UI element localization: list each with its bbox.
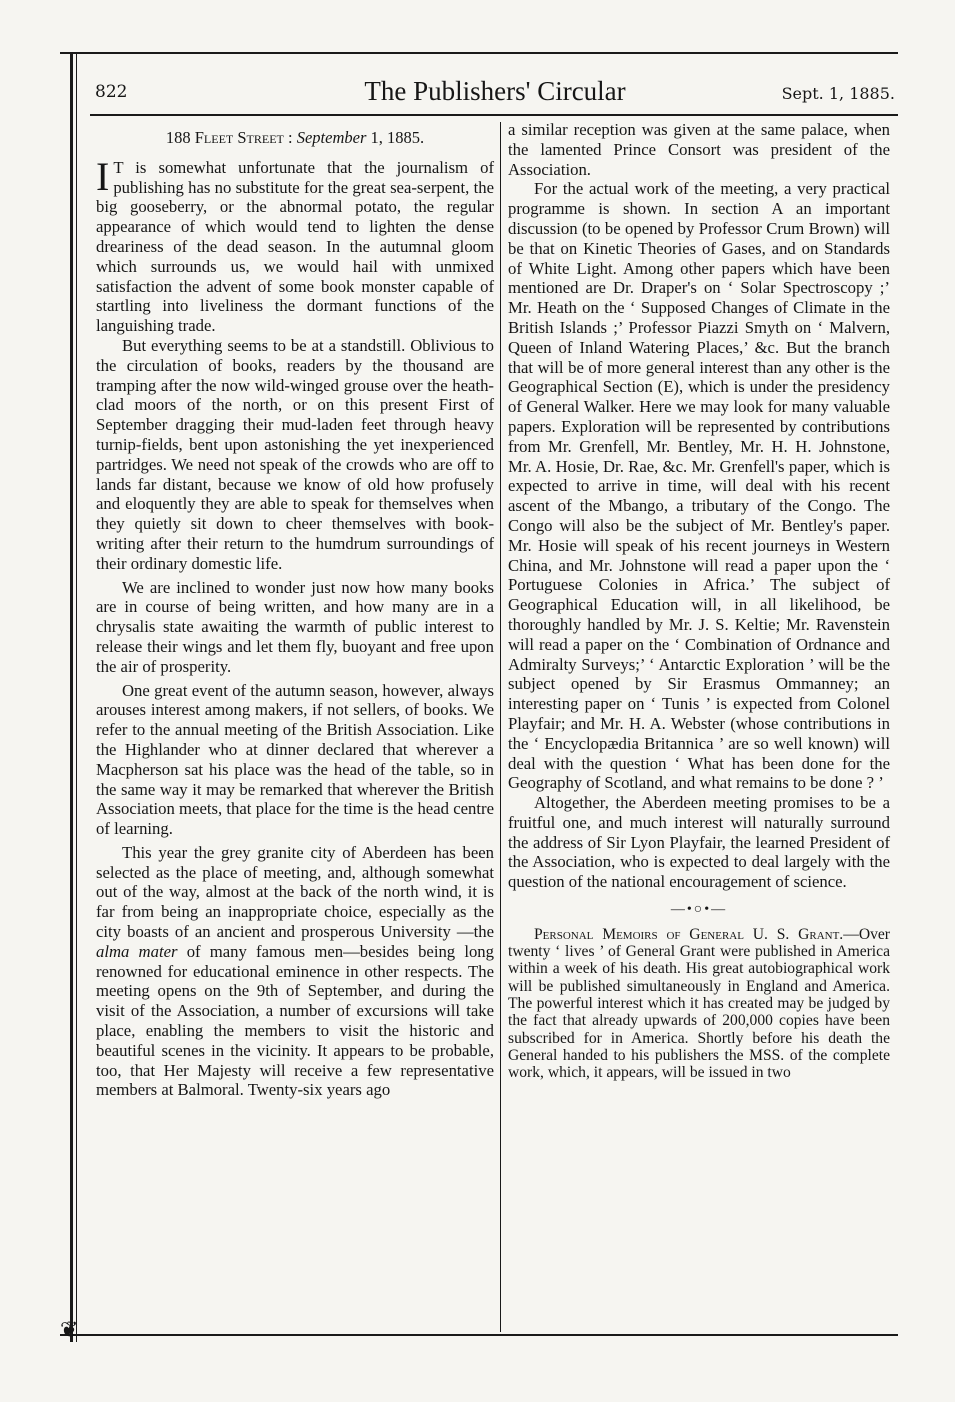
dateline-month: September bbox=[296, 128, 367, 147]
corner-ornament-icon: ❦ bbox=[60, 1318, 79, 1343]
left-border-rule bbox=[70, 52, 73, 1342]
article-paragraph bbox=[96, 843, 494, 1100]
column-divider bbox=[500, 122, 501, 1332]
article-paragraph: a similar reception was given at the same palace, when the lamented Prince Consort was president of the Association. bbox=[508, 120, 890, 179]
article-paragraph bbox=[96, 153, 494, 336]
dateline bbox=[96, 128, 494, 148]
italic-phrase: alma mater bbox=[96, 941, 178, 961]
dateline-day: 1, 1885. bbox=[370, 128, 425, 147]
page-number: 822 bbox=[95, 82, 128, 102]
left-column bbox=[96, 120, 494, 1100]
paragraph-text: of many famous men—besides being long renowned for educational eminence in other respects. The meeting opens on the 9th of September, and during the visit of the Association, a number of excursions will take place, enabling the members to visit the historic and beautiful scenes in the vicinity. It appears to be probable, too, that Her Majesty will receive a few representative members at Balmoral. Twenty-six years ago bbox=[96, 941, 494, 1100]
item-heading: Personal Memoirs of General U. S. Grant. bbox=[534, 925, 844, 943]
page-header bbox=[95, 72, 895, 112]
section-divider: —•○•— bbox=[670, 902, 728, 918]
paragraph-text: —Over twenty ‘ lives ’ of General Grant were published in America within a week of his death. His great autobiographical work will be published simultaneously in England and America. The powerful interest which it has created may be judged by the fact that already upwards of 200,000 copies have been subscribed for in America. Shortly before his death the General handed to his publishers the MSS. of the complete work, which, it appears, will be issued in two bbox=[508, 925, 890, 1082]
publication-title: The Publishers' Circular bbox=[364, 76, 626, 106]
header-underline bbox=[90, 114, 898, 116]
paragraph-text: This year the grey granite city of Aberdeen has been selected as the place of meeting, and, although somewhat out of the way, almost at the back of the north wind, it is far from being an inappropriate choice, especially as the city boasts of an ancient and prosperous University —the bbox=[96, 842, 494, 942]
news-item bbox=[508, 926, 890, 1082]
article-paragraph: We are inclined to wonder just now how many books are in course of being written, and how many are in a chrysalis state awaiting the warmth of public interest to release their wings and let them fly, buoyant and free upon the air of prosperity. bbox=[96, 577, 494, 676]
article-paragraph bbox=[508, 926, 890, 1082]
top-border-rule bbox=[60, 52, 898, 54]
paragraph-text: T is somewhat unfortunate that the journalism of publishing has no substitute for the great sea-serpent, the big gooseberry, or the abnormal potato, the regular appearance of which would tend to lighten the dense dreariness of the dead season. In the autumnal gloom which surrounds us, we would hail with unmixed satisfaction the advent of some book monster capable of startling into liveliness the dormant functions of the languishing trade. bbox=[96, 157, 494, 336]
left-border-rule-inner bbox=[76, 52, 77, 1342]
bottom-border-rule bbox=[60, 1334, 898, 1336]
article-paragraph: But everything seems to be at a standstill. Oblivious to the circulation of books, readers by the thousand are tramping after the now wild-winged grouse over the heath-clad moors of the north, or on this present First of September dragging their mud-laden feet through heavy turnip-fields, bent upon astonishing the yet inexperienced partridges. We need not speak of the crowds who are off to lands far distant, because we know of old how profusely and eloquently they are able to speak for themselves when they quietly sit down to cheer themselves with book-writing after their return to the humdrum surroundings of their ordinary domestic life. bbox=[96, 335, 494, 573]
right-column bbox=[508, 120, 890, 1082]
dateline-place: 188 Fleet Street : bbox=[165, 128, 293, 147]
issue-date: Sept. 1, 1885. bbox=[781, 84, 895, 103]
drop-cap: I bbox=[96, 153, 110, 199]
article-paragraph: One great event of the autumn season, however, always arouses interest among makers, if not sellers, of books. We refer to the annual meeting of the British Association. Like the Highlander who at dinner declared that wherever a Macpherson sat his place was the head of the table, so in the same way it may be remarked that wherever the British Association meets, that place for the time is the head centre of learning. bbox=[96, 680, 494, 839]
article-paragraph: For the actual work of the meeting, a very practical programme is shown. In section A an important discussion (to be opened by Professor Crum Brown) will be that on Kinetic Theories of Gases, and on Standards of White Light. Among other papers which have been mentioned are Dr. Draper's on ‘ Solar Spectroscopy ;’ Mr. Heath on the ‘ Supposed Changes of Climate in the British Islands ;’ Professor Piazzi Smyth on ‘ Malvern, Queen of Inland Watering Places,’ &c. But the branch that will be of more general interest than any other is the Geographical Section (E), which is under the presidency of General Walker. Here we may look for many valuable papers. Exploration will be represented by contributions from Mr. Grenfell, Mr. Bentley, Mr. H. H. Johnstone, Mr. A. Hosie, Dr. Rae, &c. Mr. Grenfell's paper, which is expected to arrive in time, will deal with his recent ascent of the Mbango, a tributary of the Congo. The Congo will also be the subject of Mr. Bentley's paper. Mr. Hosie will speak of his recent journeys in Western China, and Mr. Johnstone will read a paper upon the ‘ Portuguese Colonies in Africa.’ The subject of Geographical Education will, in all likelihood, be thoroughly handled by Mr. J. S. Keltie; Mr. Ravenstein will read a paper on the ‘ Combination of Ordnance and Admiralty Surveys;’ ‘ Antarctic Exploration ’ will be the subject opened by Sir Erasmus Ommanney; an interesting paper on ‘ Tunis ’ is expected from Colonel Playfair; and Mr. H. A. Webster (whose contributions in the ‘ Encyclopædia Britannica ’ are so well known) will deal with the question ‘ What has been done for the Geography of Scotland, and what remains to be done ? ’ bbox=[508, 179, 890, 793]
article-paragraph: Altogether, the Aberdeen meeting promises to be a fruitful one, and much interest will naturally surround the address of Sir Lyon Playfair, the learned President of the Association, who is expected to deal largely with the question of the national encouragement of science. bbox=[508, 793, 890, 892]
